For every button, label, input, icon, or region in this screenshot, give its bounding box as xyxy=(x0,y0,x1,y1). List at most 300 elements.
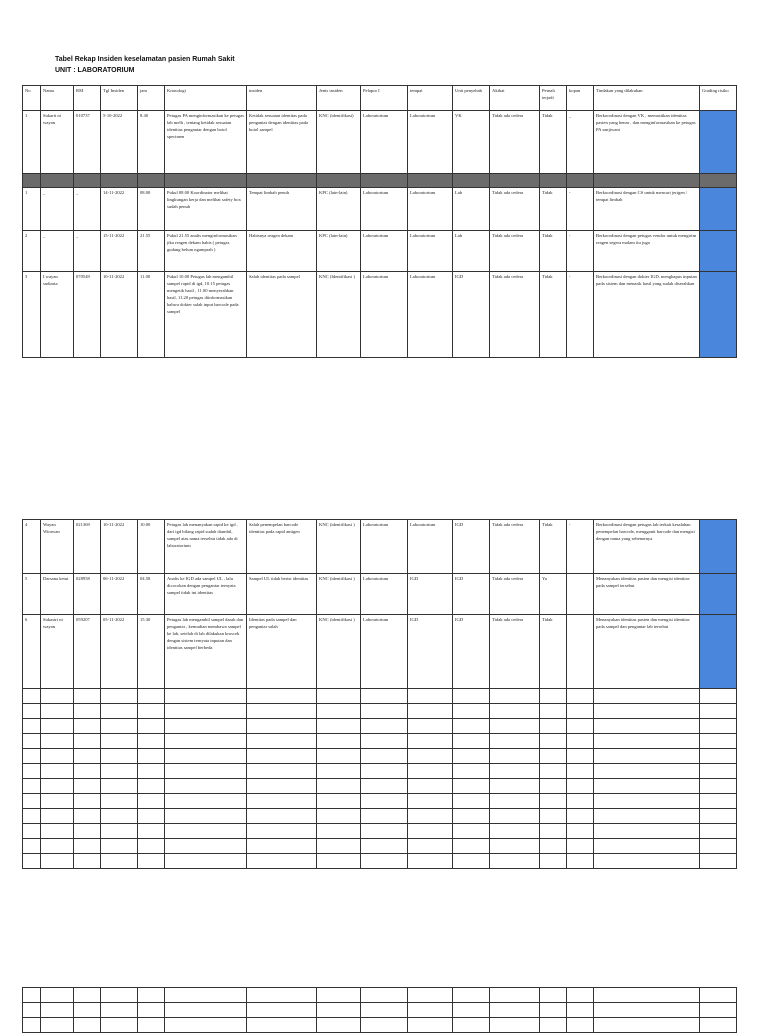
empty-cell xyxy=(361,824,408,839)
column-header: insiden xyxy=(247,86,317,111)
cell-unit: IGD xyxy=(453,574,490,615)
empty-row xyxy=(23,839,737,854)
empty-cell xyxy=(165,719,247,734)
cell-kopan: - xyxy=(567,520,594,574)
empty-cell xyxy=(41,689,74,704)
cell-tempat: Laboratorium xyxy=(408,272,453,358)
empty-cell xyxy=(361,988,408,1003)
empty-cell xyxy=(361,839,408,854)
empty-cell xyxy=(408,689,453,704)
empty-cell xyxy=(41,1018,74,1033)
empty-cell xyxy=(138,1003,165,1018)
empty-cell xyxy=(361,779,408,794)
empty-cell xyxy=(408,854,453,869)
empty-cell xyxy=(540,854,567,869)
empty-cell xyxy=(138,854,165,869)
empty-cell xyxy=(490,174,540,188)
cell-unit: Lab xyxy=(453,188,490,231)
empty-cell xyxy=(594,704,700,719)
column-header: Akibat xyxy=(490,86,540,111)
incident-table-page-3 xyxy=(22,987,737,1033)
empty-cell xyxy=(567,809,594,824)
empty-cell xyxy=(23,809,41,824)
empty-cell xyxy=(41,734,74,749)
empty-cell xyxy=(490,988,540,1003)
grading-risk-cell xyxy=(700,272,737,358)
empty-cell xyxy=(165,779,247,794)
empty-cell xyxy=(41,779,74,794)
empty-cell xyxy=(594,749,700,764)
empty-cell xyxy=(700,779,737,794)
empty-cell xyxy=(101,988,138,1003)
empty-row xyxy=(23,824,737,839)
empty-cell xyxy=(490,764,540,779)
empty-cell xyxy=(23,764,41,779)
cell-insiden: Sampel UL tidak berisi identitas xyxy=(247,574,317,615)
empty-cell xyxy=(101,824,138,839)
empty-cell xyxy=(74,174,101,188)
cell-no: 2 xyxy=(23,231,41,272)
empty-cell xyxy=(408,824,453,839)
empty-cell xyxy=(594,734,700,749)
empty-cell xyxy=(74,794,101,809)
empty-cell xyxy=(247,1003,317,1018)
empty-cell xyxy=(453,704,490,719)
empty-cell xyxy=(453,689,490,704)
empty-cell xyxy=(74,839,101,854)
cell-akibat: Tidak ada cedera xyxy=(490,574,540,615)
empty-cell xyxy=(700,1003,737,1018)
empty-cell xyxy=(74,854,101,869)
cell-pernah: Tidak xyxy=(540,188,567,231)
empty-cell xyxy=(700,854,737,869)
empty-cell xyxy=(74,809,101,824)
cell-pelapor: Laboratorium xyxy=(361,574,408,615)
cell-akibat: Tidak ada cedera xyxy=(490,615,540,689)
empty-cell xyxy=(361,174,408,188)
empty-cell xyxy=(540,749,567,764)
empty-row xyxy=(23,794,737,809)
cell-unit: IGD xyxy=(453,615,490,689)
cell-pelapor: Laboratorium xyxy=(361,615,408,689)
empty-cell xyxy=(453,734,490,749)
empty-cell xyxy=(23,824,41,839)
empty-cell xyxy=(540,764,567,779)
empty-cell xyxy=(165,749,247,764)
grading-risk-cell xyxy=(700,231,737,272)
cell-unit: Lab xyxy=(453,231,490,272)
cell-tgl: 06-11-2022 xyxy=(101,574,138,615)
empty-cell xyxy=(408,794,453,809)
cell-pelapor: Laboratorium xyxy=(361,231,408,272)
empty-row xyxy=(23,809,737,824)
cell-jenis: KNC (Identifikasi ) xyxy=(317,272,361,358)
empty-cell xyxy=(74,779,101,794)
empty-cell xyxy=(165,824,247,839)
cell-nama: Sukastri ni wayan xyxy=(41,615,74,689)
cell-nama: Sukarti ni wayan xyxy=(41,111,74,174)
empty-cell xyxy=(700,689,737,704)
empty-row xyxy=(23,779,737,794)
empty-cell xyxy=(490,704,540,719)
empty-cell xyxy=(101,174,138,188)
empty-cell xyxy=(567,824,594,839)
empty-cell xyxy=(23,854,41,869)
empty-cell xyxy=(408,1018,453,1033)
empty-cell xyxy=(490,824,540,839)
cell-tindakan: Berkoordinasi dengan dokter IGD, menghapus inputan pada sistem dan menarik hasil yang sudah diserahkan xyxy=(594,272,700,358)
empty-cell xyxy=(361,1003,408,1018)
cell-pelapor: Laboratorium xyxy=(361,188,408,231)
empty-cell xyxy=(165,734,247,749)
empty-cell xyxy=(453,174,490,188)
empty-cell xyxy=(361,764,408,779)
empty-cell xyxy=(247,988,317,1003)
empty-cell xyxy=(490,854,540,869)
empty-cell xyxy=(540,704,567,719)
cell-kronologi: Petugas lab mengambil sampel darah dan pengantar , kemudian membawa sampel ke lab, setelah di lab dilakukan kroscek dengan sistem ternyata inputan dan identitas sampel berbeda xyxy=(165,615,247,689)
empty-cell xyxy=(490,1018,540,1033)
cell-rm: 028958 xyxy=(74,574,101,615)
cell-rm: 070549 xyxy=(74,272,101,358)
empty-cell xyxy=(165,689,247,704)
empty-cell xyxy=(317,734,361,749)
cell-tindakan: Berkoordinasi dengan CS untuk mencari jerigen / tempat limbah xyxy=(594,188,700,231)
empty-cell xyxy=(453,1018,490,1033)
empty-cell xyxy=(317,809,361,824)
cell-tempat: Laboratorium xyxy=(408,520,453,574)
empty-cell xyxy=(408,174,453,188)
empty-cell xyxy=(247,174,317,188)
cell-pernah: Tidak xyxy=(540,520,567,574)
empty-cell xyxy=(408,809,453,824)
cell-kopan xyxy=(567,574,594,615)
empty-cell xyxy=(540,988,567,1003)
empty-cell xyxy=(490,839,540,854)
empty-cell xyxy=(101,689,138,704)
empty-cell xyxy=(74,764,101,779)
cell-nama: I wayan sudiarta xyxy=(41,272,74,358)
empty-cell xyxy=(74,1018,101,1033)
empty-cell xyxy=(594,824,700,839)
empty-row xyxy=(23,1003,737,1018)
empty-cell xyxy=(165,704,247,719)
column-header: Tgl Insiden xyxy=(101,86,138,111)
empty-cell xyxy=(317,174,361,188)
table-row xyxy=(23,615,737,689)
empty-cell xyxy=(567,854,594,869)
column-header: Pernah terjadi xyxy=(540,86,567,111)
empty-cell xyxy=(453,764,490,779)
empty-cell xyxy=(41,839,74,854)
empty-cell xyxy=(700,719,737,734)
column-header: kopan xyxy=(567,86,594,111)
empty-cell xyxy=(23,1003,41,1018)
empty-cell xyxy=(317,1003,361,1018)
cell-kronologi: Petugas lab menanyakan rapid ke igd , dari igd bilang rapid sudah diambil, sampel atas nama tersebut tidak ada di laboratorium xyxy=(165,520,247,574)
empty-cell xyxy=(101,1018,138,1033)
cell-insiden: Salah identitas pada sampel xyxy=(247,272,317,358)
empty-cell xyxy=(567,764,594,779)
unit-title: UNIT : LABORATORIUM xyxy=(55,67,135,74)
empty-cell xyxy=(138,704,165,719)
cell-pernah: Ya xyxy=(540,574,567,615)
cell-pelapor: Laboratorium xyxy=(361,111,408,174)
empty-cell xyxy=(594,174,700,188)
cell-rm: 059207 xyxy=(74,615,101,689)
empty-cell xyxy=(74,704,101,719)
empty-cell xyxy=(453,824,490,839)
empty-cell xyxy=(317,839,361,854)
empty-cell xyxy=(453,1003,490,1018)
cell-kopan: _ xyxy=(567,111,594,174)
empty-cell xyxy=(361,704,408,719)
cell-tindakan: Menanyakan identitas pasien dan mengisi identitas pada sampel dan pengantar lab tersebut xyxy=(594,615,700,689)
empty-cell xyxy=(453,809,490,824)
empty-cell xyxy=(101,854,138,869)
column-header: Grading risiko xyxy=(700,86,737,111)
empty-cell xyxy=(101,779,138,794)
empty-cell xyxy=(138,794,165,809)
column-header: Unit penyebab xyxy=(453,86,490,111)
empty-cell xyxy=(41,794,74,809)
separator-row xyxy=(23,174,737,188)
empty-cell xyxy=(138,689,165,704)
empty-cell xyxy=(74,1003,101,1018)
empty-cell xyxy=(247,749,317,764)
empty-cell xyxy=(138,719,165,734)
empty-cell xyxy=(700,1018,737,1033)
empty-cell xyxy=(165,1018,247,1033)
cell-jenis: KPC (lain-lain) xyxy=(317,188,361,231)
empty-cell xyxy=(165,1003,247,1018)
empty-cell xyxy=(453,839,490,854)
empty-cell xyxy=(138,764,165,779)
empty-cell xyxy=(317,779,361,794)
cell-insiden: Tempat limbah penuh xyxy=(247,188,317,231)
grading-risk-cell xyxy=(700,615,737,689)
empty-cell xyxy=(700,704,737,719)
cell-kronologi: Pukul 21.55 analis menginformasikan jika reagen dekam habis ( petugas gudang belum ngamprah ) xyxy=(165,231,247,272)
empty-cell xyxy=(138,174,165,188)
column-header: RM xyxy=(74,86,101,111)
empty-cell xyxy=(101,839,138,854)
cell-tgl: 10-11-2022 xyxy=(101,272,138,358)
cell-tindakan: Berkoordinasi dengan petugas lab terkait kesalahan penempelan barcode, mengganti barcode dan mengisi dengan nama yang sebenarnya xyxy=(594,520,700,574)
empty-row xyxy=(23,719,737,734)
cell-tempat: IGD xyxy=(408,574,453,615)
column-header: Kronologi xyxy=(165,86,247,111)
empty-cell xyxy=(101,719,138,734)
empty-cell xyxy=(41,809,74,824)
cell-nama: Wayan Wirawan xyxy=(41,520,74,574)
empty-cell xyxy=(540,719,567,734)
empty-cell xyxy=(594,854,700,869)
empty-cell xyxy=(594,839,700,854)
empty-cell xyxy=(74,988,101,1003)
empty-cell xyxy=(700,734,737,749)
empty-cell xyxy=(700,794,737,809)
empty-row xyxy=(23,854,737,869)
empty-cell xyxy=(165,764,247,779)
empty-cell xyxy=(101,764,138,779)
empty-cell xyxy=(317,988,361,1003)
empty-cell xyxy=(41,854,74,869)
empty-cell xyxy=(138,988,165,1003)
empty-cell xyxy=(23,734,41,749)
cell-kopan xyxy=(567,615,594,689)
cell-unit: VK xyxy=(453,111,490,174)
cell-unit: IGD xyxy=(453,520,490,574)
empty-cell xyxy=(490,734,540,749)
cell-insiden: Ketidak sesuaian identitas pada pengantar dengan identitas pada botol sampel xyxy=(247,111,317,174)
empty-cell xyxy=(23,749,41,764)
empty-cell xyxy=(247,854,317,869)
empty-cell xyxy=(408,764,453,779)
cell-tempat: IGD xyxy=(408,615,453,689)
cell-no: 3 xyxy=(23,272,41,358)
cell-rm: _ xyxy=(74,231,101,272)
empty-cell xyxy=(361,1018,408,1033)
cell-jam: 10.00 xyxy=(138,520,165,574)
incident-table-page-2 xyxy=(22,519,737,869)
cell-insiden: Identitas pada sampel dan pengantar salah xyxy=(247,615,317,689)
empty-cell xyxy=(23,689,41,704)
empty-cell xyxy=(247,809,317,824)
cell-kronologi: Pukul 08.00 Koordinator melihat lingkungan kerja dan melihat safety box sudah penuh xyxy=(165,188,247,231)
cell-kronologi: Petugas PA menginformasikan ke petugas lab melh , tentang ketidak sesuaian identitas pengantar dengan botol specimen xyxy=(165,111,247,174)
empty-cell xyxy=(361,794,408,809)
table-row xyxy=(23,574,737,615)
empty-cell xyxy=(408,988,453,1003)
empty-cell xyxy=(41,719,74,734)
empty-cell xyxy=(700,839,737,854)
incident-table-page-1 xyxy=(22,85,737,358)
grading-risk-cell xyxy=(700,574,737,615)
empty-row xyxy=(23,704,737,719)
empty-cell xyxy=(594,988,700,1003)
cell-akibat: Tidak ada cedera xyxy=(490,520,540,574)
column-header: Jenis insiden xyxy=(317,86,361,111)
cell-jam: 15.30 xyxy=(138,615,165,689)
cell-pernah: Tidak xyxy=(540,615,567,689)
cell-no: 6 xyxy=(23,615,41,689)
empty-cell xyxy=(453,749,490,764)
empty-cell xyxy=(567,719,594,734)
cell-rm: 021369 xyxy=(74,520,101,574)
cell-jam: 08.00 xyxy=(138,188,165,231)
empty-cell xyxy=(247,719,317,734)
empty-row xyxy=(23,689,737,704)
empty-cell xyxy=(453,988,490,1003)
empty-cell xyxy=(101,1003,138,1018)
empty-cell xyxy=(23,174,41,188)
empty-cell xyxy=(594,1003,700,1018)
empty-cell xyxy=(41,1003,74,1018)
empty-cell xyxy=(74,734,101,749)
empty-cell xyxy=(361,719,408,734)
cell-akibat: Tidak ada cedera xyxy=(490,111,540,174)
cell-tgl: 10-11-2022 xyxy=(101,520,138,574)
table-row xyxy=(23,231,737,272)
cell-unit: IGD xyxy=(453,272,490,358)
empty-cell xyxy=(247,779,317,794)
table-row xyxy=(23,111,737,174)
empty-cell xyxy=(247,824,317,839)
cell-rm: _ xyxy=(74,188,101,231)
empty-cell xyxy=(540,809,567,824)
empty-cell xyxy=(453,854,490,869)
empty-cell xyxy=(317,854,361,869)
empty-cell xyxy=(361,749,408,764)
cell-no: 1 xyxy=(23,111,41,174)
empty-cell xyxy=(165,988,247,1003)
cell-no: 1 xyxy=(23,188,41,231)
table-title: Tabel Rekap Insiden keselamatan pasien Rumah Sakit xyxy=(55,56,235,63)
empty-cell xyxy=(23,839,41,854)
cell-jenis: KNC (identifikasi ) xyxy=(317,520,361,574)
empty-cell xyxy=(361,689,408,704)
cell-kronologi: Analis ke IGD ada sampel UL , lalu dicocokan dengan pengantar ternyata sampel tidak ini identitas xyxy=(165,574,247,615)
empty-cell xyxy=(700,174,737,188)
cell-jenis: KPC (lain-lain) xyxy=(317,231,361,272)
empty-cell xyxy=(567,704,594,719)
cell-no: 5 xyxy=(23,574,41,615)
empty-cell xyxy=(138,809,165,824)
grading-risk-cell xyxy=(700,188,737,231)
cell-kopan: - xyxy=(567,272,594,358)
column-header: Pelapor I xyxy=(361,86,408,111)
grading-risk-cell xyxy=(700,520,737,574)
empty-cell xyxy=(540,839,567,854)
empty-cell xyxy=(408,704,453,719)
cell-akibat: Tidak ada cedera xyxy=(490,231,540,272)
empty-cell xyxy=(567,689,594,704)
empty-cell xyxy=(101,734,138,749)
empty-cell xyxy=(165,809,247,824)
cell-akibat: Tidak ada cedera xyxy=(490,188,540,231)
column-header: tempat xyxy=(408,86,453,111)
empty-cell xyxy=(138,839,165,854)
cell-tindakan: Berkoordinasi dengan VK , memastikan identitas pasien yang benar , dan menginformasikan ke petugas PA sanjiwani xyxy=(594,111,700,174)
cell-rm: 010737 xyxy=(74,111,101,174)
empty-cell xyxy=(700,988,737,1003)
column-header: Nama xyxy=(41,86,74,111)
empty-cell xyxy=(567,1003,594,1018)
empty-cell xyxy=(594,779,700,794)
cell-pelapor: Laboratorium xyxy=(361,272,408,358)
empty-cell xyxy=(41,988,74,1003)
cell-jenis: KNC (identifikasi ) xyxy=(317,615,361,689)
empty-cell xyxy=(453,719,490,734)
empty-cell xyxy=(490,719,540,734)
cell-pelapor: Laboratorium xyxy=(361,520,408,574)
cell-tgl: 15-11-2022 xyxy=(101,231,138,272)
empty-cell xyxy=(700,824,737,839)
empty-cell xyxy=(490,779,540,794)
empty-cell xyxy=(408,1003,453,1018)
cell-nama: _ xyxy=(41,231,74,272)
empty-row xyxy=(23,1018,737,1033)
empty-cell xyxy=(594,794,700,809)
empty-cell xyxy=(74,719,101,734)
cell-tindakan: Berkoordinasi dengan petugas vendor untuk mengirim reagen segera malam itu juga xyxy=(594,231,700,272)
cell-tgl: 14-11-2022 xyxy=(101,188,138,231)
column-header: No xyxy=(23,86,41,111)
table-row xyxy=(23,272,737,358)
empty-cell xyxy=(540,824,567,839)
empty-cell xyxy=(540,794,567,809)
